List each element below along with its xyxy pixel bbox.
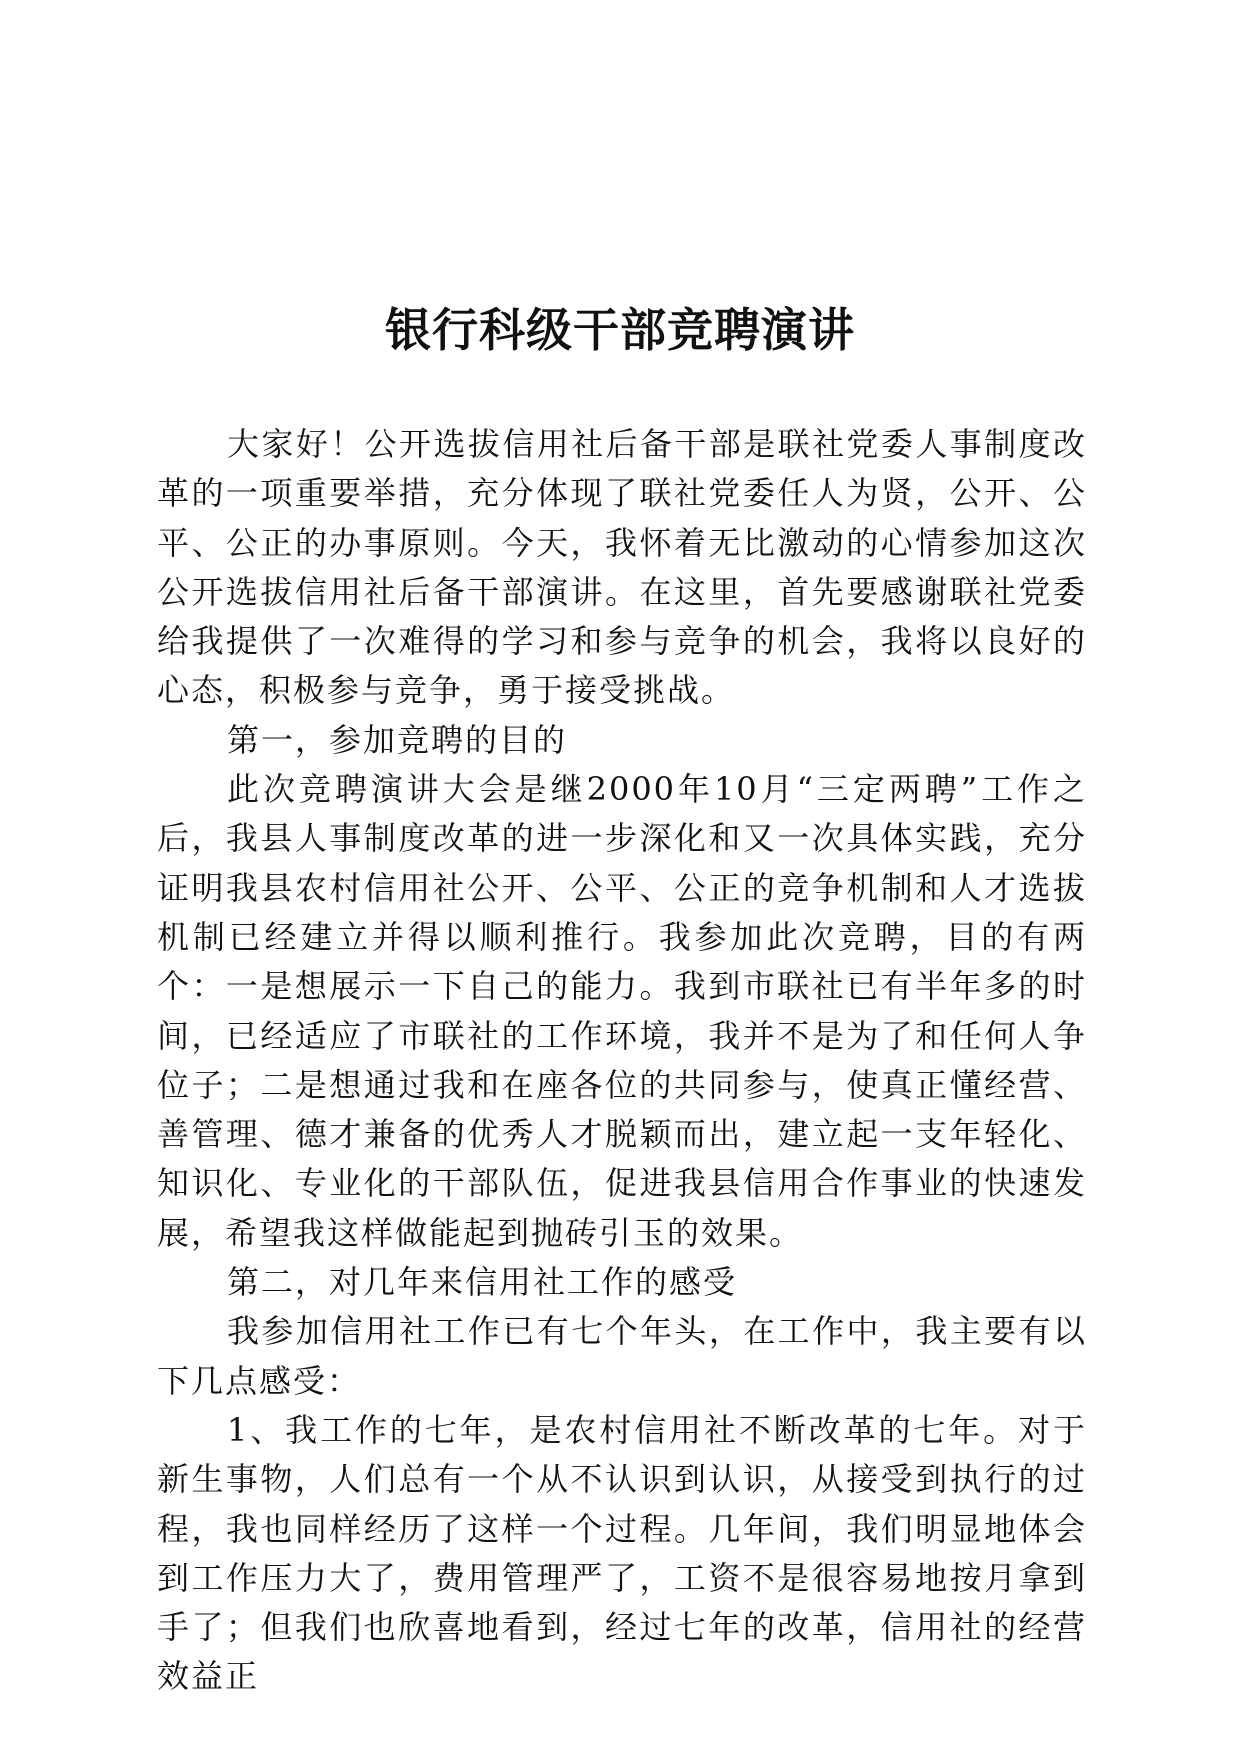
document-body — [157, 420, 1087, 1702]
paragraph-experience-intro: 我参加信用社工作已有七个年头，在工作中，我主要有以下几点感受： — [157, 1312, 1087, 1400]
paragraph-greeting: 大家好！公开选拔信用社后备干部是联社党委人事制度改革的一项重要举措，充分体现了联社党委任人为贤，公开、公平、公正的办事原则。今天，我怀着无比激动的心情参加这次公开选拔信用社后备干部演讲。在这里，首先要感谢联社党委给我提供了一次难得的学习和参与竞争的机会，我将以良好的心态，积极参与竞争，勇于接受挑战。 — [157, 425, 1087, 710]
document-title: 银行科级干部竞聘演讲 — [385, 303, 855, 357]
paragraph-purpose: 此次竞聘演讲大会是继2000年10月“三定两聘”工作之后，我县人事制度改革的进一步深化和又一次具体实践，充分证明我县农村信用社公开、公平、公正的竞争机制和人才选拔机制已经建立并得以顺利推行。我参加此次竞聘，目的有两个：一是想展示一下自己的能力。我到市联社已有半年多的时间，已经适应了市联社的工作环境，我并不是为了和任何人争位子；二是想通过我和在座各位的共同参与，使真正懂经营、善管理、德才兼备的优秀人才脱颖而出，建立起一支年轻化、知识化、专业化的干部队伍，促进我县信用合作事业的快速发展，希望我这样做能起到抛砖引玉的效果。 — [157, 770, 1087, 1252]
paragraph-point-1: 1、我工作的七年，是农村信用社不断改革的七年。对于新生事物，人们总有一个从不认识到认识，从接受到执行的过程，我也同样经历了这样一个过程。几年间，我们明显地体会到工作压力大了，费用管理严了，工资不是很容易地按月拿到手了；但我们也欣喜地看到，经过七年的改革，信用社的经营效益正 — [157, 1410, 1087, 1696]
section-heading-experience: 第二，对几年来信用社工作的感受 — [227, 1263, 738, 1302]
section-heading-purpose: 第一，参加竞聘的目的 — [227, 720, 568, 759]
